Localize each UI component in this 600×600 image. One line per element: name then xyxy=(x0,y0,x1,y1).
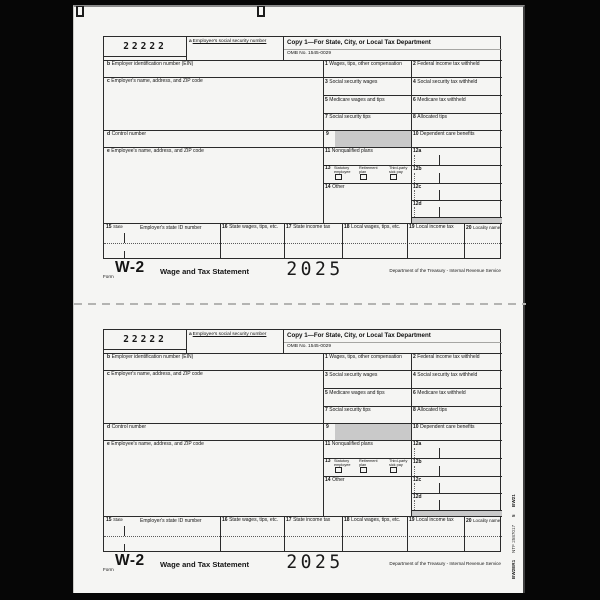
box9-shaded-entry-area xyxy=(335,424,411,440)
control-code-22222: 22222 xyxy=(123,334,167,345)
grid-line xyxy=(411,353,412,516)
form-footer xyxy=(103,260,501,284)
box4-label: 4 Social security tax withheld xyxy=(413,79,478,85)
box15-state-id-label: Employer's state ID number xyxy=(140,225,202,231)
box2-label: 2 Federal income tax withheld xyxy=(413,354,480,360)
box12a-code-separator xyxy=(414,155,415,165)
ntf-reorder-number: NTF 2587017 xyxy=(511,524,516,553)
box10-label: 10 Dependent care benefits xyxy=(413,131,475,137)
box-b-label: b Employer identification number (EIN) xyxy=(107,354,194,360)
retirement-plan-checkbox xyxy=(360,467,367,473)
form-word: Form xyxy=(103,567,114,572)
box17-label: 17 State income tax xyxy=(286,517,331,523)
grid-line xyxy=(104,349,186,350)
box14-label: 14 Other xyxy=(325,184,345,190)
grid-line xyxy=(186,37,187,60)
grid-line xyxy=(283,330,284,353)
box14-label: 14 Other xyxy=(325,477,345,483)
box-a-label: aEmployee's social security number xyxy=(189,39,267,44)
box12c-code-separator xyxy=(414,483,415,493)
box11-label: 11 Nonqualified plans xyxy=(325,441,373,447)
printer-code-vertical-text xyxy=(507,452,520,582)
form-number: W-2 xyxy=(115,552,145,569)
box13-label: 13 xyxy=(325,458,331,464)
box12d-label: 12d xyxy=(413,494,422,500)
box12-shaded-strip xyxy=(412,218,502,223)
box12c-label: 12c xyxy=(413,477,422,483)
top-edge-notch xyxy=(76,6,84,17)
box20-label: 20 Locality name xyxy=(466,518,501,524)
control-code-22222: 22222 xyxy=(123,41,167,52)
box5-label: 5 Medicare wages and tips xyxy=(325,390,385,396)
top-edge-notch xyxy=(257,6,265,17)
box-d-label: d Control number xyxy=(107,131,147,137)
tax-year: 2025 xyxy=(286,551,344,574)
box4-label: 4 Social security tax withheld xyxy=(413,372,478,378)
grid-line xyxy=(411,60,412,223)
box8-label: 8 Allocated tips xyxy=(413,114,448,120)
department-line: Department of the Treasury - Internal Revenue Service xyxy=(389,268,501,273)
third-party-sick-pay-label: Third-party sick pay xyxy=(389,166,408,175)
box12-shaded-strip xyxy=(412,511,502,516)
box7-label: 7 Social security tips xyxy=(325,114,371,120)
third-party-sick-pay-label: Third-party sick pay xyxy=(389,459,408,468)
box12b-code-separator xyxy=(414,173,415,183)
box-c-label: c Employer's name, address, and ZIP code xyxy=(107,371,203,377)
box12b-code-separator xyxy=(414,466,415,476)
box11-label: 11 Nonqualified plans xyxy=(325,148,373,154)
form-number: W-2 xyxy=(115,259,145,276)
w2-form xyxy=(103,329,501,552)
box12d-tick xyxy=(439,500,440,510)
omb-number: OMB No. 1545-0029 xyxy=(287,344,331,349)
statutory-employee-checkbox xyxy=(335,467,342,473)
retirement-plan-label: Retirement plan xyxy=(359,459,378,468)
box-e-label: e Employee's name, address, and ZIP code xyxy=(107,148,204,154)
w2-copy-bottom xyxy=(103,329,501,579)
box18-label: 18 Local wages, tips, etc. xyxy=(344,224,401,230)
grid-line-dotted xyxy=(104,536,502,537)
grid-line xyxy=(342,223,343,259)
copy-title: Copy 1—For State, City, or Local Tax Department xyxy=(287,332,431,339)
grid-line xyxy=(323,388,502,389)
box8-label: 8 Allocated tips xyxy=(413,407,448,413)
box12c-tick xyxy=(439,190,440,200)
grid-line xyxy=(283,49,502,50)
box12a-tick xyxy=(439,448,440,458)
third-party-sick-pay-checkbox xyxy=(390,467,397,473)
retirement-plan-checkbox xyxy=(360,174,367,180)
box12b-label: 12b xyxy=(413,166,422,172)
box16-label: 16 State wages, tips, etc. xyxy=(222,224,278,230)
department-line: Department of the Treasury - Internal Revenue Service xyxy=(389,561,501,566)
box13-label: 13 xyxy=(325,165,331,171)
box12b-label: 12b xyxy=(413,459,422,465)
statutory-employee-checkbox xyxy=(335,174,342,180)
box12b-tick xyxy=(439,173,440,183)
box9-label: 9 xyxy=(326,131,329,137)
tax-year: 2025 xyxy=(286,258,344,281)
box16-label: 16 State wages, tips, etc. xyxy=(222,517,278,523)
box2-label: 2 Federal income tax withheld xyxy=(413,61,480,67)
box-c-label: c Employer's name, address, and ZIP code xyxy=(107,78,203,84)
box12a-label: 12a xyxy=(413,441,422,447)
box12c-label: 12c xyxy=(413,184,422,190)
grid-line xyxy=(323,353,324,516)
box6-label: 6 Medicare tax withheld xyxy=(413,97,466,103)
grid-line xyxy=(283,342,502,343)
grid-line xyxy=(323,60,324,223)
form-title: Wage and Tax Statement xyxy=(160,560,250,569)
grid-line xyxy=(323,95,502,96)
retirement-plan-label: Retirement plan xyxy=(359,166,378,175)
w2-copy-top xyxy=(103,36,501,286)
grid-line xyxy=(464,223,465,259)
grid-line xyxy=(342,516,343,552)
box12d-tick xyxy=(439,207,440,217)
grid-line xyxy=(284,516,285,552)
box-d-label: d Control number xyxy=(107,424,147,430)
box12a-label: 12a xyxy=(413,148,422,154)
state-code-tick xyxy=(124,544,125,552)
form-footer xyxy=(103,553,501,577)
third-party-sick-pay-checkbox xyxy=(390,174,397,180)
box6-label: 6 Medicare tax withheld xyxy=(413,390,466,396)
statutory-employee-label: Statutory employee xyxy=(334,166,351,175)
box12d-code-separator xyxy=(414,500,415,510)
box7-label: 7 Social security tips xyxy=(325,407,371,413)
statutory-employee-label: Statutory employee xyxy=(334,459,351,468)
box12d-label: 12d xyxy=(413,201,422,207)
state-code-tick xyxy=(124,526,125,536)
box9-label: 9 xyxy=(326,424,329,430)
box5-label: 5 Medicare wages and tips xyxy=(325,97,385,103)
box12b-tick xyxy=(439,466,440,476)
form-title: Wage and Tax Statement xyxy=(160,267,250,276)
grid-line xyxy=(220,516,221,552)
w2-form xyxy=(103,36,501,259)
grid-line xyxy=(464,516,465,552)
grid-line xyxy=(407,516,408,552)
box15-state-id-label: Employer's state ID number xyxy=(140,518,202,524)
box3-label: 3 Social security wages xyxy=(325,372,378,378)
grid-line xyxy=(104,56,186,57)
box18-label: 18 Local wages, tips, etc. xyxy=(344,517,401,523)
state-code-tick xyxy=(124,233,125,243)
box12c-code-separator xyxy=(414,190,415,200)
box19-label: 19 Local income tax xyxy=(409,517,454,523)
grid-line xyxy=(411,200,502,201)
grid-line xyxy=(220,223,221,259)
printer-code-number: 5 xyxy=(511,514,516,518)
grid-line-dotted xyxy=(104,243,502,244)
grid-line xyxy=(283,37,284,60)
box20-label: 20 Locality name xyxy=(466,225,501,231)
box12a-tick xyxy=(439,155,440,165)
box-e-label: e Employee's name, address, and ZIP code xyxy=(107,441,204,447)
box19-label: 19 Local income tax xyxy=(409,224,454,230)
state-code-tick xyxy=(124,251,125,259)
grid-line xyxy=(407,223,408,259)
printer-code-2: BW21 xyxy=(511,494,516,508)
box15-label: 15 State xyxy=(106,517,123,523)
printer-code: BW2ER1 xyxy=(511,559,516,579)
box1-label: 1 Wages, tips, other compensation xyxy=(325,61,402,67)
omb-number: OMB No. 1545-0029 xyxy=(287,51,331,56)
copy-title: Copy 1—For State, City, or Local Tax Department xyxy=(287,39,431,46)
box12c-tick xyxy=(439,483,440,493)
box1-label: 1 Wages, tips, other compensation xyxy=(325,354,402,360)
grid-line xyxy=(186,330,187,353)
box12d-code-separator xyxy=(414,207,415,217)
perforation-line xyxy=(74,303,526,305)
box17-label: 17 State income tax xyxy=(286,224,331,230)
box15-label: 15 State xyxy=(106,224,123,230)
box-a-label: aEmployee's social security number xyxy=(189,332,267,337)
box12a-code-separator xyxy=(414,448,415,458)
box3-label: 3 Social security wages xyxy=(325,79,378,85)
form-word: Form xyxy=(103,274,114,279)
box-b-label: b Employer identification number (EIN) xyxy=(107,61,194,67)
grid-line xyxy=(411,493,502,494)
grid-line xyxy=(284,223,285,259)
box9-shaded-entry-area xyxy=(335,131,411,147)
box10-label: 10 Dependent care benefits xyxy=(413,424,475,430)
paper-sheet xyxy=(73,5,525,593)
